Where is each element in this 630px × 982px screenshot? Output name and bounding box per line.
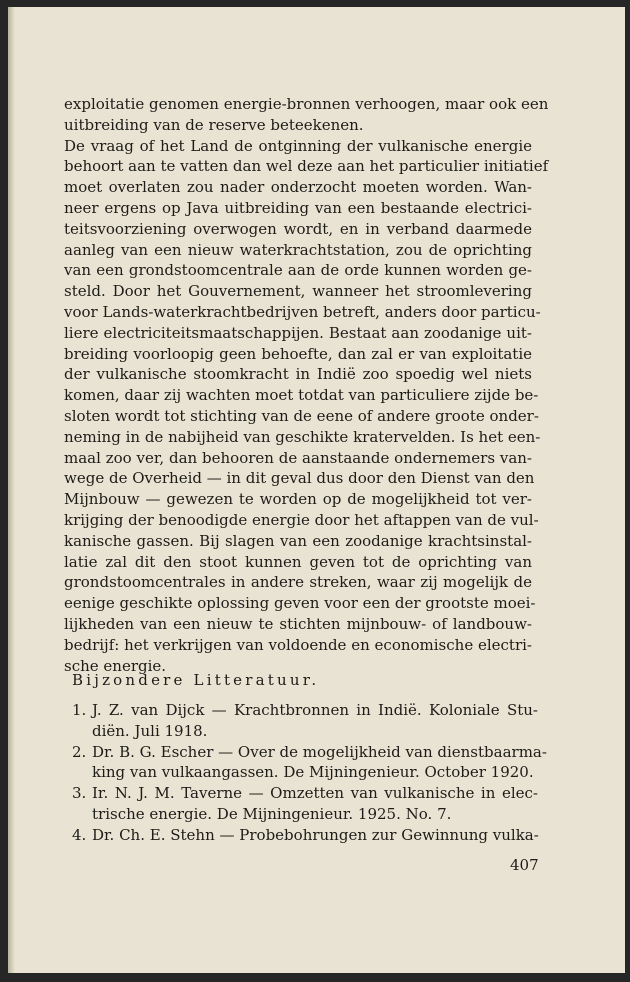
text-line: latie zal dit den stoot kunnen geven tot de oprichting van <box>64 552 532 571</box>
text-line: voor Lands-waterkrachtbedrijven betreft, anders door particu- <box>64 302 541 321</box>
reference-item <box>72 783 538 825</box>
reference-line: Dr. B. G. Escher — Over de mogelijkheid van dienstbaarma- <box>92 742 547 761</box>
reference-line: J. Z. van Dijck — Krachtbronnen in Indië. Koloniale Stu- <box>92 701 538 719</box>
text-line: kanische gassen. Bij slagen van een zoodanige krachtsinstal- <box>64 531 532 550</box>
text-line: breiding voorloopig geen behoefte, dan zal er van exploitatie <box>64 344 532 363</box>
text-line: maal zoo ver, dan behooren de aanstaande ondernemers van- <box>64 448 532 467</box>
text-line: krijging der benoodigde energie door het aftappen van de vul- <box>64 510 539 529</box>
reference-number: 4. <box>72 825 87 844</box>
text-line: Mijnbouw — gewezen te worden op de mogelijkheid tot ver- <box>64 490 532 509</box>
text-line: lijkheden van een nieuw te stichten mijnbouw- of landbouw- <box>64 614 532 633</box>
text-line: bedrijf: het verkrijgen van voldoende en economische electri- <box>64 635 532 654</box>
text-line: uitbreiding van de reserve beteekenen. <box>64 115 364 134</box>
section-heading: Bijzondere Litteratuur. <box>72 671 320 689</box>
text-line: De vraag of het Land de ontginning der vulkanische energie <box>64 136 532 155</box>
text-line: neming in de nabijheid van geschikte kratervelden. Is het een- <box>64 427 541 446</box>
text-line: liere electriciteitsmaatschappijen. Bestaat aan zoodanige uit- <box>64 323 532 342</box>
reference-number: 3. <box>72 784 87 803</box>
text-line: komen, daar zij wachten moet totdat van particuliere zijde be- <box>64 386 539 405</box>
reference-number: 2. <box>72 742 87 761</box>
text-line: der vulkanische stoomkracht in Indië zoo spoedig wel niets <box>64 365 532 384</box>
reference-line: king van vulkaangassen. De Mijningenieur. October 1920. <box>92 763 534 782</box>
text-line: van een grondstoomcentrale aan de orde kunnen worden ge- <box>64 261 532 280</box>
text-line: steld. Door het Gouvernement, wanneer het stroomlevering <box>64 282 532 301</box>
text-line: teitsvoorziening overwogen wordt, en in verband daarmede <box>64 219 532 238</box>
text-line: behoort aan te vatten dan wel deze aan het particulier initiatief <box>64 157 549 176</box>
text-line: sche energie. <box>64 656 167 675</box>
text-line: sloten wordt tot stichting van de eene of andere groote onder- <box>64 406 539 425</box>
text-line: exploitatie genomen energie-bronnen verhoogen, maar ook een <box>64 95 549 113</box>
page-number: 407 <box>510 856 539 874</box>
reference-number: 1. <box>72 701 87 719</box>
reference-list <box>72 700 547 846</box>
text-line: moet overlaten zou nader onderzocht moeten worden. Wan- <box>64 178 532 197</box>
text-line: wege de Overheid — in dit geval dus door den Dienst van den <box>64 469 535 488</box>
reference-item <box>72 825 538 846</box>
text-line: grondstoomcentrales in andere streken, waar zij mogelijk de <box>64 573 532 592</box>
reference-line: diën. Juli 1918. <box>92 721 208 740</box>
body-paragraph <box>64 94 549 676</box>
reference-line: Dr. Ch. E. Stehn — Probebohrungen zur Gewinnung vulka- <box>92 825 539 844</box>
text-line: aanleg van een nieuw waterkrachtstation, zou de oprichting <box>64 240 532 259</box>
reference-line: Ir. N. J. M. Taverne — Omzetten van vulkanische in elec- <box>92 784 538 803</box>
text-line: neer ergens op Java uitbreiding van een bestaande electrici- <box>64 198 532 217</box>
page-spine-shadow <box>8 7 15 973</box>
reference-line: trische energie. De Mijningenieur. 1925. No. 7. <box>92 804 452 823</box>
text-line: eenige geschikte oplossing geven voor een der grootste moei- <box>64 594 536 613</box>
reference-item <box>72 742 547 784</box>
reference-item <box>72 700 538 742</box>
